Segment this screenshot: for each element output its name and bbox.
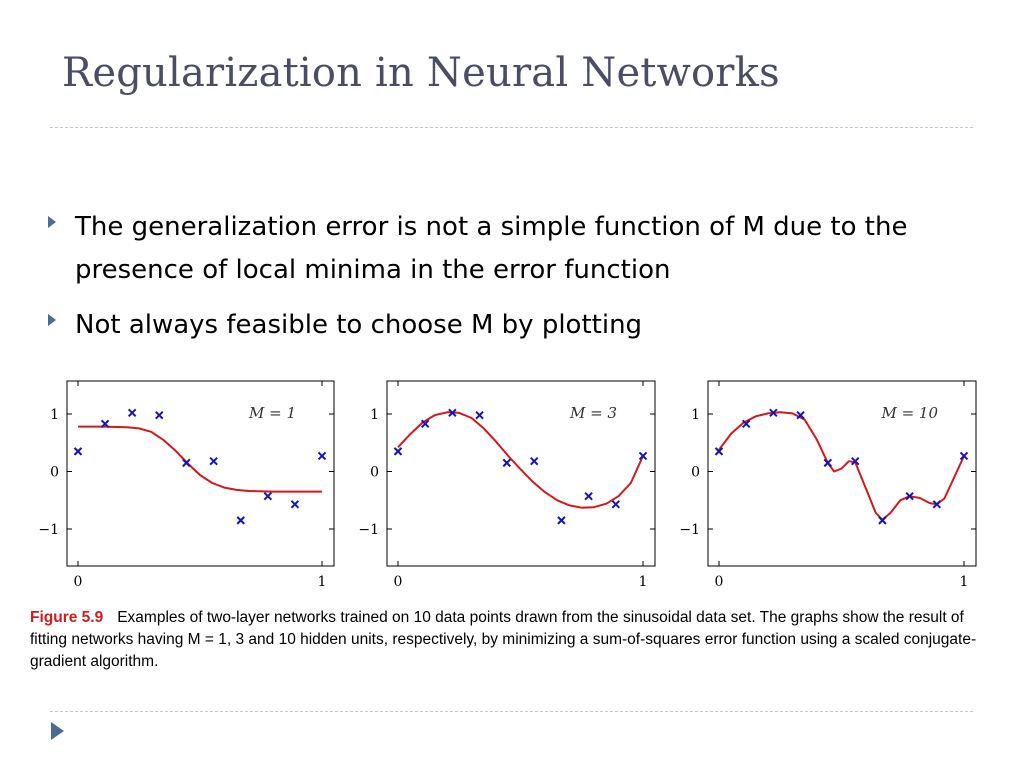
title-divider [50,127,973,128]
slide-title: Regularization in Neural Networks [62,50,780,96]
x-tick-label: 0 [393,574,403,590]
figure-plots [0,370,1024,600]
caption-text: Examples of two-layer networks trained on 10 data points drawn from the sinusoidal data set. The graphs show the result of fitting networks having M = 1, 3 and 10 hidden units, respectively, by minimizing a sum-of-squares error function using a scaled conjugate-gradient algorithm. [30,609,977,670]
chart-panel-2 [358,381,655,590]
y-tick-label: 1 [50,407,59,423]
x-tick-label: 0 [73,574,83,590]
x-tick-label: 1 [317,574,327,590]
bullet-arrow-icon [48,314,56,326]
bullet-text: Not always feasible to choose M by plotting [75,310,643,340]
plot-title: M = 3 [569,404,617,422]
figure-label: Figure 5.9 [30,609,104,626]
chart-panel-3 [679,381,976,590]
chart-panel-1 [38,381,334,590]
x-tick-label: 1 [959,574,969,590]
bullet-item [48,304,955,347]
figure-caption [30,607,994,673]
y-tick-label: 0 [50,464,59,481]
y-tick-label: 1 [370,407,379,423]
plot-title: M = 1 [248,404,296,422]
bullet-item [48,206,955,292]
x-tick-label: 0 [714,574,724,590]
bullet-text: The generalization error is not a simple function of M due to the presence of local minima in the error function [75,212,908,285]
y-tick-label: −1 [679,522,700,538]
y-tick-label: −1 [38,522,59,538]
y-tick-label: 1 [691,407,700,423]
x-tick-label: 1 [638,574,648,590]
y-tick-label: 0 [370,464,379,481]
plot-title: M = 10 [881,404,938,422]
footer-divider [50,711,973,712]
y-tick-label: 0 [691,464,700,481]
bullet-arrow-icon [48,216,56,228]
y-tick-label: −1 [358,522,379,538]
nav-arrow-icon[interactable] [51,722,64,740]
